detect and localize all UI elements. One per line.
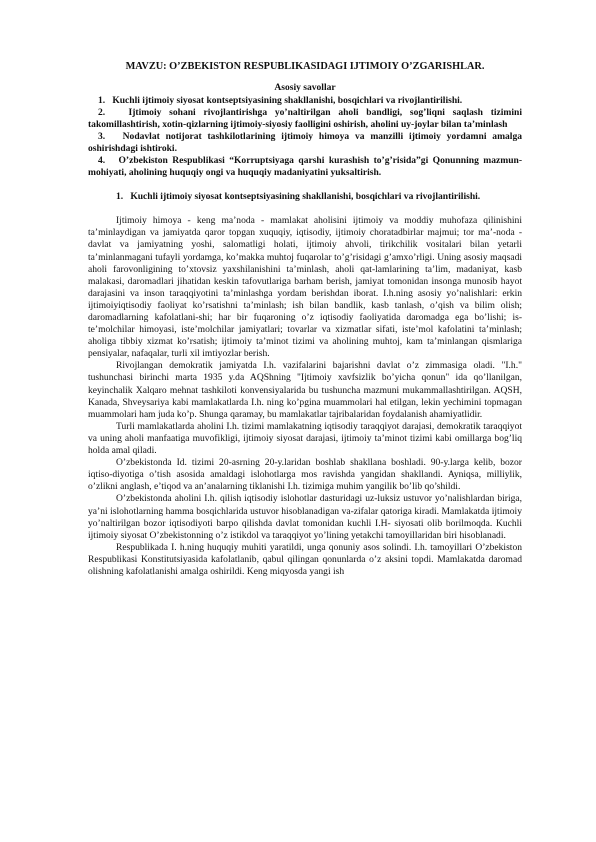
- body-paragraph: Respublikada I. h.ning huquqiy muhiti yaratildi, unga qonuniy asos solindi. I.h. tamoyillari O’zbekiston Respublikasi Konstitutsiyasida kafolatlanib, qabul qilingan qonunlarda o’z aksini topdi. Mamlakatda daromad olishning kafolatlanishi amalga oshirildi. Keng miqyosda yangi ish: [88, 541, 522, 577]
- body-paragraph: O’zbekistonda Id. tizimi 20-asrning 20-y.laridan boshlab shakllana boshladi. 90-y.larga kelib, bozor iqtiso-diyotiga o’tish asosida amaldagi islohotlarga mos ravishda yangidan shakllandi. Ayniqsa, milliylik, o’zlikni anglash, e’tiqod va an’analarning tiklanishi I.h. tizimiga muhim yangilik bo’lib qo’shildi.: [88, 457, 522, 493]
- question-item: 4. O’zbekiston Respublikasi “Korruptsiyaga qarshi kurashish to’g’risida”gi Qonunning mazmun-mohiyati, aholining huquqiy ongi va huquqiy madaniyatini yuksaltirish.: [88, 154, 522, 179]
- body-paragraph: Rivojlangan demokratik jamiyatda I.h. vazifalarini bajarishni davlat o’z zimmasiga oladi. "I.h." tushunchasi birinchi marta 1935 y.da AQShning "Ijtimoiy xavfsizlik bo’yicha qonun" ida qo’llanilgan, keyinchalik Xalqaro mehnat tashkiloti konvensiyalarida bu tushuncha mazmuni mukammallashtirilgan. AQSH, Kanada, Shveysariya kabi mamlakatlarda I.h. ning ko’pgina muammolari hal etilgan, lekin yechimini topmagan muammolari ham juda ko’p. Shunga qaramay, bu mamlakatlar tajribalaridan foydalanish ahamiyatlidir.: [88, 360, 522, 420]
- body-paragraph: Ijtimoiy himoya - keng ma’noda - mamlakat aholisini ijtimoiy va moddiy muhofaza qilinishini ta’minlaydigan va jamiyatda qaror topgan xuquqiy, iqtisodiy, ijtimoiy choratadbirlar majmui; tor ma’-noda - davlat va jamiyatning yoshi, salomatligi holati, ijtimoiy ahvoli, tirikchilik vositalari bilan yetarli ta’minlanmagani tufayli yordamga, ko’makka muhtoj fuqarolar to’g’risidagi g’amxo’rligi. Uning asosiy maqsadi aholi farovonligining to’xtovsiz yaxshilanishini ta’minlash, aholi qat-lamlarining ta’lim, madaniyat, kasb malakasi, daromadlari jihatidan keskin tafovutlariga barham berish, jamiyat tomonidan insonga munosib hayot darajasini va inson taraqqiyotini ta’minlashga yordam berishdan iborat. I.h.ning asosiy yo’nalishlari: erkin ijtimoiyiqtisodiy faoliyat ko’rsatishni ta’minlash; ish bilan bandlik, kasb tanlash, o’qish va bilim olish; daromadlarning kafolatlani-shi; har bir fuqaroning o’z iqtisodiy faoliyatida daromadga ega bo’lishi; is-te’molchilar himoyasi, iste’molchilar jamiyatlari; tovarlar va xizmatlar sifati, iste’mol kafolatini ta’minlash; aholiga tibbiy xizmat ko’rsatish; ijtimoiy ta’minot tizimi va aholining muhtoj, kam ta’minlangan qismlariga pensiyalar, nafaqalar, turli xil imtiyozlar berish.: [88, 215, 522, 360]
- questions-heading: Asosiy savollar: [274, 82, 336, 93]
- body-paragraph: Turli mamlakatlarda aholini I.h. tizimi mamlakatning iqtisodiy taraqqiyot darajasi, demokratik taraqqiyot va uning aholi manfaatiga muvofikligi, ijtimoiy siyosat darajasi, ijtimoiy ta’minot tizimi kabi omillarga bog’liq holda amal qiladi.: [88, 420, 522, 457]
- section-heading: 1. Kuchli ijtimoiy siyosat kontseptsiyasining shakllanishi, bosqichlari va rivojlantirilishi.: [116, 191, 481, 203]
- question-item: 2. Ijtimoiy sohani rivojlantirishga yo’naltirilgan aholi bandligi, sog’liqni saqlash tizimini takomillashtirish, xotin-qizlarning ijtimoiy-siyosiy faolligini oshirish, aholini uy-joylar bilan ta’minlash: [88, 106, 522, 130]
- body-paragraph: O’zbekistonda aholini I.h. qilish iqtisodiy islohotlar dasturidagi uz-luksiz ustuvor yo’nalishlardan biriga, ya’ni islohotlarning hamma bosqichlarida ustuvor hisoblanadigan va-zifalar qatoriga kiradi. Mamlakatda ijtimoiy yo’naltirilgan bozor iqtisodiyoti barpo qilishda davlat tomonidan kuchli I.H- siyosati olib borilmoqda. Kuchli ijtimoiy siyosat O’zbekistonning o’z istikdol va taraqqiyot yo’lining yetakchi tamoyillaridan biri hisoblanadi.: [88, 493, 522, 541]
- document-title: MAVZU: O’ZBEKISTON RESPUBLIKASIDAGI IJTIMOIY O’ZGARISHLAR.: [125, 61, 485, 72]
- question-item: 1. Kuchli ijtimoiy siyosat kontseptsiyasining shakllanishi, bosqichlari va rivojlantirilishi.: [98, 94, 463, 106]
- document-page: [88, 60, 522, 578]
- question-item: 3. Nodavlat notijorat tashkilotlarining ijtimoiy himoya va manzilli ijtimoiy yordamni amalga oshirishdagi ishtiroki.: [88, 130, 522, 154]
- questions-list: [88, 95, 522, 180]
